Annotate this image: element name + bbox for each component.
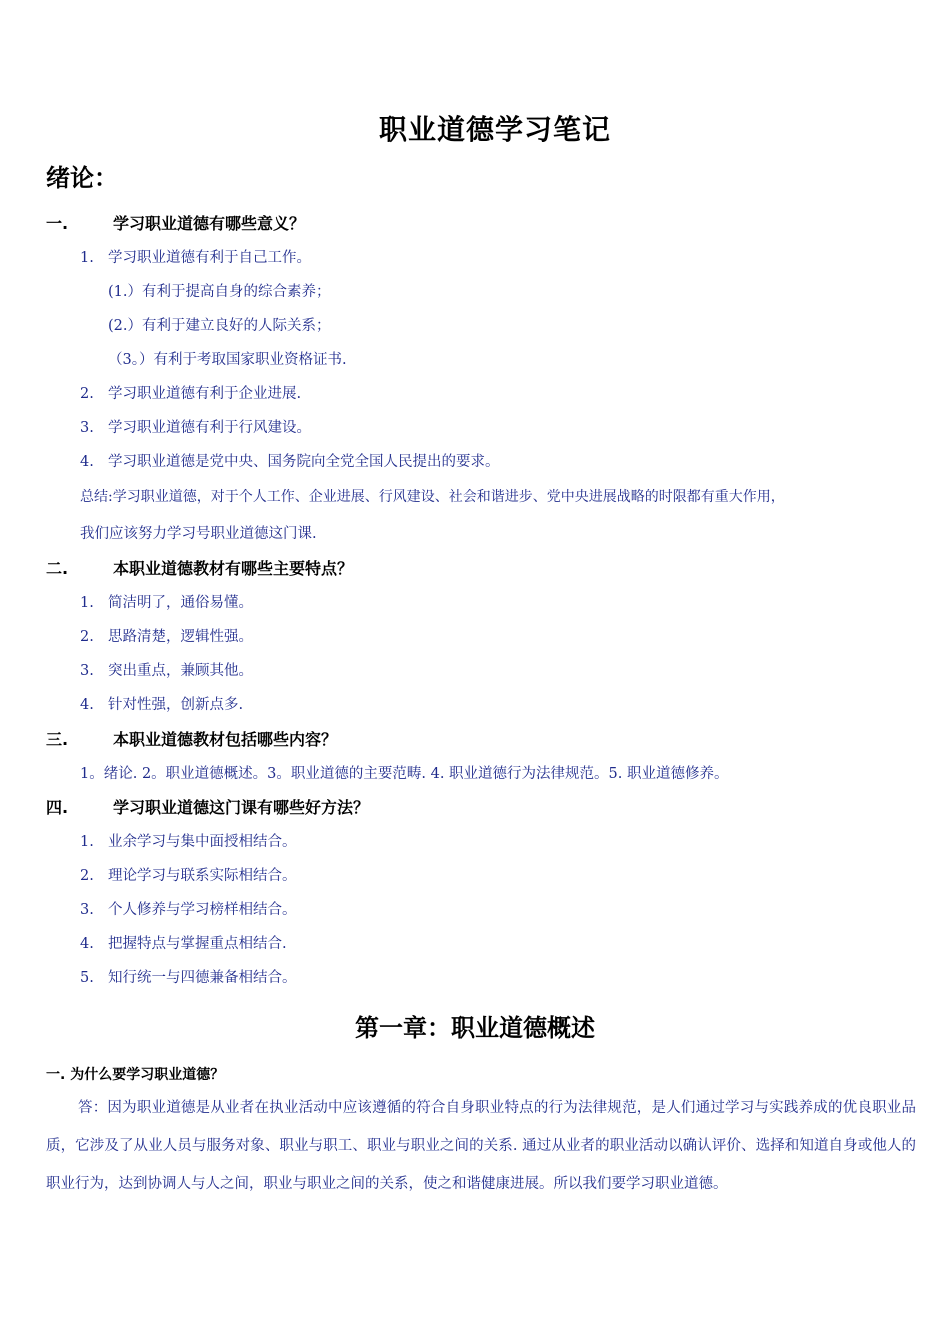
section-title: 学习职业道德有哪些意义？ [113,214,306,233]
section-2-heading: 二. 本职业道德教材有哪些主要特点？ [46,559,354,578]
chapter-question-heading: 一. 为什么要学习职业道德？ [46,1067,225,1083]
list-item: 4. 针对性强，创新点多. [80,697,244,713]
list-item: 4. 学习职业道德是党中央、国务院向全党全国人民提出的要求。 [80,454,500,470]
section-1-heading [46,212,305,236]
section-3-content: 1。绪论. 2。职业道德概述。3。职业道德的主要范畴. 4. 职业道德行为法律规范。5. 职业道德修养。 [80,766,729,782]
summary-line-1: 总结:学习职业道德，对于个人工作、企业进展、行风建设、社会和谐进步、党中央进展战略的时限都有重大作用， [80,489,785,505]
list-item: 3. 突出重点，兼顾其他。 [80,663,253,679]
intro-heading: 绪论： [46,165,118,192]
list-item: 2. 学习职业道德有利于企业进展. [80,386,302,402]
summary-line-2: 我们应该努力学习号职业道德这门课. [80,526,317,542]
list-item: (1.）有利于提高自身的综合素养； [108,284,331,300]
list-item: 3. 个人修养与学习榜样相结合。 [80,902,297,918]
list-item: 2. 理论学习与联系实际相结合。 [80,868,297,884]
list-item: 4. 把握特点与掌握重点相结合. [80,936,287,952]
section-number: 一. [46,214,69,233]
list-item: 3. 学习职业道德有利于行风建设。 [80,420,311,436]
chapter-title: 第一章：职业道德概述 [355,1015,595,1042]
list-item: 5. 知行统一与四德兼备相结合。 [80,970,297,986]
list-item: 1. 学习职业道德有利于自己工作。 [80,250,311,266]
list-item: 1. 简洁明了，通俗易懂。 [80,595,253,611]
list-item: (2.）有利于建立良好的人际关系； [108,318,331,334]
document-title: 职业道德学习笔记 [378,114,611,145]
section-4-heading: 四. 学习职业道德这门课有哪些好方法？ [46,798,370,817]
list-item: 1. 业余学习与集中面授相结合。 [80,834,297,850]
list-item: 2. 思路清楚，逻辑性强。 [80,629,253,645]
chapter-answer-paragraph: 答：因为职业道德是从业者在执业活动中应该遵循的符合自身职业特点的行为法律规范，是人们通过学习与实践养成的优良职业品质，它涉及了从业人员与服务对象、职业与职工、职业与职业之间的关系. 通过从业者的职业活动以确认评价、选择和知道自身或他人的职业行为，达到协调人与人之间，职业与职业之间的关系，使之和谐健康进展。所以我们要学习职业道德。 [46,1100,916,1192]
list-item: （3。）有利于考取国家职业资格证书. [108,352,347,368]
section-3-heading: 三. 本职业道德教材包括哪些内容？ [46,730,338,749]
